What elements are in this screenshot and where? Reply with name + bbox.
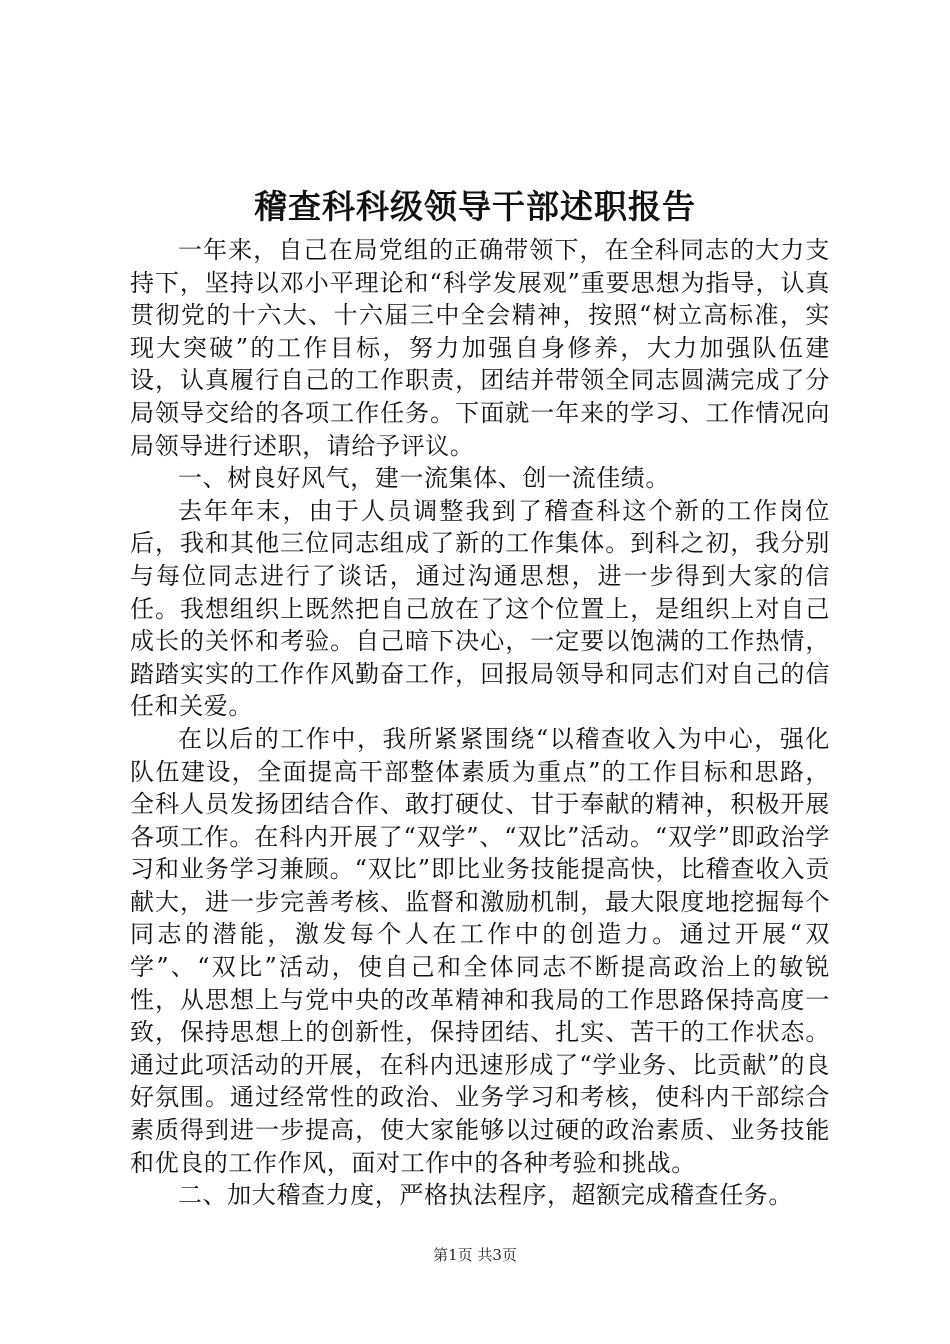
paragraph-section-1-b: 在以后的工作中，我所紧紧围绕“以稽查收入为中心，强化队伍建设，全面提高干部整体素质为重点”的工作目标和思路，全科人员发扬团结合作、敢打硬仗、甘于奉献的精神，积极开展各项工作。在科内开展了“双学”、“双比”活动。“双学”即政治学习和业务学习兼顾。“双比”即比业务技能提高快，比稽查收入贡献大，进一步完善考核、监督和激励机制，最大限度地挖掘每个同志的潜能，激发每个人在工作中的创造力。通过开展“双学”、“双比”活动，使自己和全体同志不断提高政治上的敏锐性，从思想上与党中央的改革精神和我局的工作思路保持高度一致，保持思想上的创新性，保持团结、扎实、苦干的工作状态。通过此项活动的开展，在科内迅速形成了“学业务、比贡献”的良好氛围。通过经常性的政治、业务学习和考核，使科内干部综合素质得到进一步提高，使大家能够以过硬的政治素质、业务技能和优良的工作作风，面对工作中的各种考验和挑战。: [130, 724, 830, 1177]
paragraph-section-1-a: 去年年末，由于人员调整我到了稽查科这个新的工作岗位后，我和其他三位同志组成了新的工作集体。到科之初，我分别与每位同志进行了谈话，通过沟通思想，进一步得到大家的信任。我想组织上既然把自己放在了这个位置上，是组织上对自己成长的关怀和考验。自己暗下决心，一定要以饱满的工作热情，踏踏实实的工作作风勤奋工作，回报局领导和同志们对自己的信任和关爱。: [130, 496, 830, 721]
page-footer: 第1页 共3页: [433, 1246, 517, 1264]
section-heading-1: 一、树良好风气，建一流集体、创一流佳绩。: [178, 464, 670, 493]
document-title: 稽查科科级领导干部述职报告: [254, 187, 696, 226]
section-heading-2: 二、加大稽查力度，严格执法程序，超额完成稽查任务。: [178, 1181, 793, 1210]
document-body: [130, 234, 830, 1212]
paragraph-intro: 一年来，自己在局党组的正确带领下，在全科同志的大力支持下，坚持以邓小平理论和“科学发展观”重要思想为指导，认真贯彻党的十六大、十六届三中全会精神，按照“树立高标准，实现大突破”的工作目标，努力加强自身修养，大力加强队伍建设，认真履行自己的工作职责，团结并带领全同志圆满完成了分局领导交给的各项工作任务。下面就一年来的学习、工作情况向局领导进行述职，请给予评议。: [130, 236, 830, 460]
